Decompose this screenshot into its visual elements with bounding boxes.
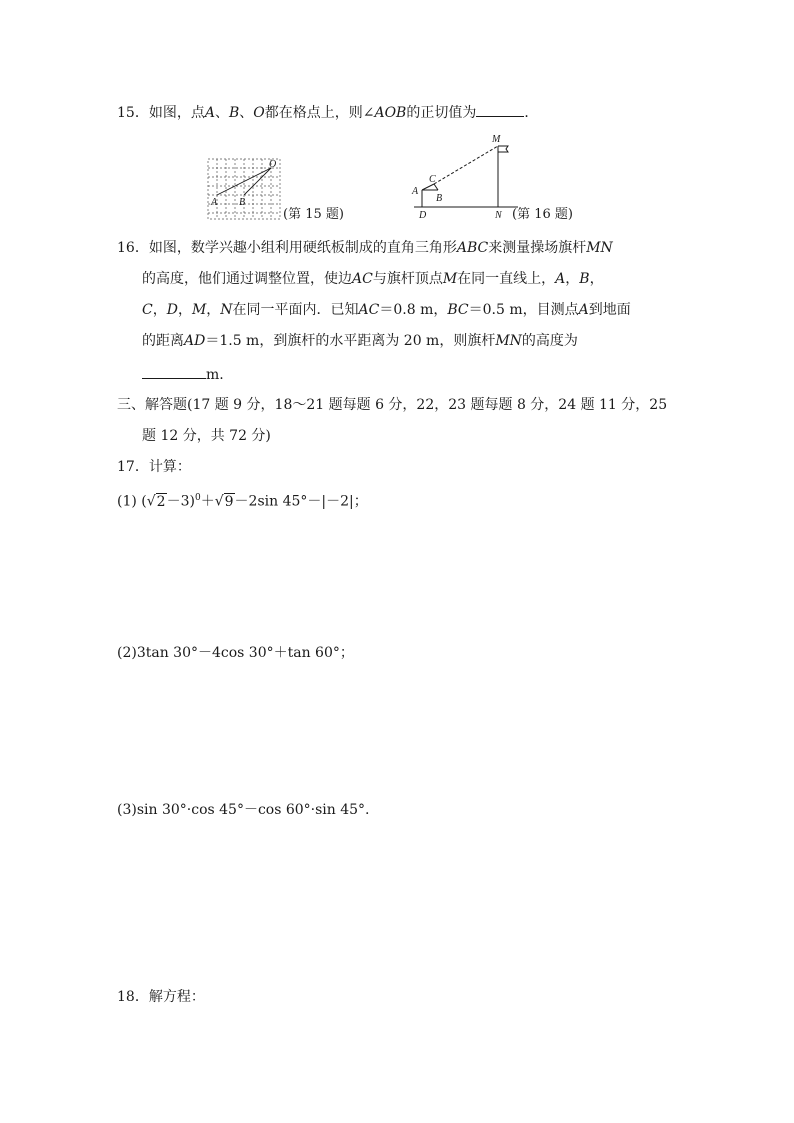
- q16-line-4: 的距离AD＝1.5 m，到旗杆的水平距离为 20 m，则旗杆MN的高度为: [142, 333, 578, 349]
- q15-text: 15．如图，点A、B、O都在格点上，则∠AOB的正切值为 ．: [117, 102, 538, 123]
- q16-label-M: M: [492, 134, 501, 145]
- q15-grid-figure: [205, 156, 285, 222]
- q15-label-O: O: [269, 159, 277, 170]
- q17-part-1: (1) $(√2-3)^0+√9-2\sin$ 45°－|－2|；: [117, 493, 368, 510]
- section3-heading-line-2: 题 12 分，共 72 分): [142, 428, 271, 444]
- q15-number: 15．: [117, 105, 149, 121]
- q16-line-2: 的高度，他们通过调整位置，使边AC与旗杆顶点M在同一直线上，A，B，: [142, 271, 604, 287]
- section3-heading-line-1: 三、解答题(17 题 9 分，18～21 题每题 6 分，22，23 题每题 8 分，24 题 11 分，25: [117, 397, 668, 413]
- q15-label-B: B: [239, 197, 246, 208]
- q15-label-A: A: [211, 197, 218, 208]
- q16-line-3: C，D，M，N在同一平面内．已知AC＝0.8 m，BC＝0.5 m，目测点A到地面: [142, 302, 631, 318]
- q16-label-B: B: [436, 193, 443, 204]
- q16-answer-blank[interactable]: [142, 364, 206, 379]
- q16-label-C: C: [429, 174, 436, 185]
- q16-label-A: A: [412, 186, 419, 197]
- q16-label-N: N: [495, 210, 502, 221]
- q15-figure-caption: (第 15 题): [283, 207, 344, 222]
- q15-answer-blank[interactable]: [476, 102, 524, 117]
- q16-number: 16．: [117, 240, 149, 256]
- q16-flagpole-figure: [410, 132, 520, 222]
- q16-figure-caption: (第 16 题): [512, 207, 573, 222]
- q17-part-2: (2)3tan 30°－4cos 30°＋tan 60°；: [117, 645, 354, 661]
- q18-title: 18．解方程：: [117, 989, 205, 1005]
- q16-label-D: D: [419, 210, 427, 221]
- q16-line-5: m.: [142, 364, 224, 385]
- q17-title: 17．计算：: [117, 459, 191, 475]
- q16-line-1: 16．如图，数学兴趣小组利用硬纸板制成的直角三角形ABC来测量操场旗杆MN: [117, 240, 613, 256]
- q17-part-3: (3)sin 30°·cos 45°－cos 60°·sin 45°.: [117, 802, 370, 818]
